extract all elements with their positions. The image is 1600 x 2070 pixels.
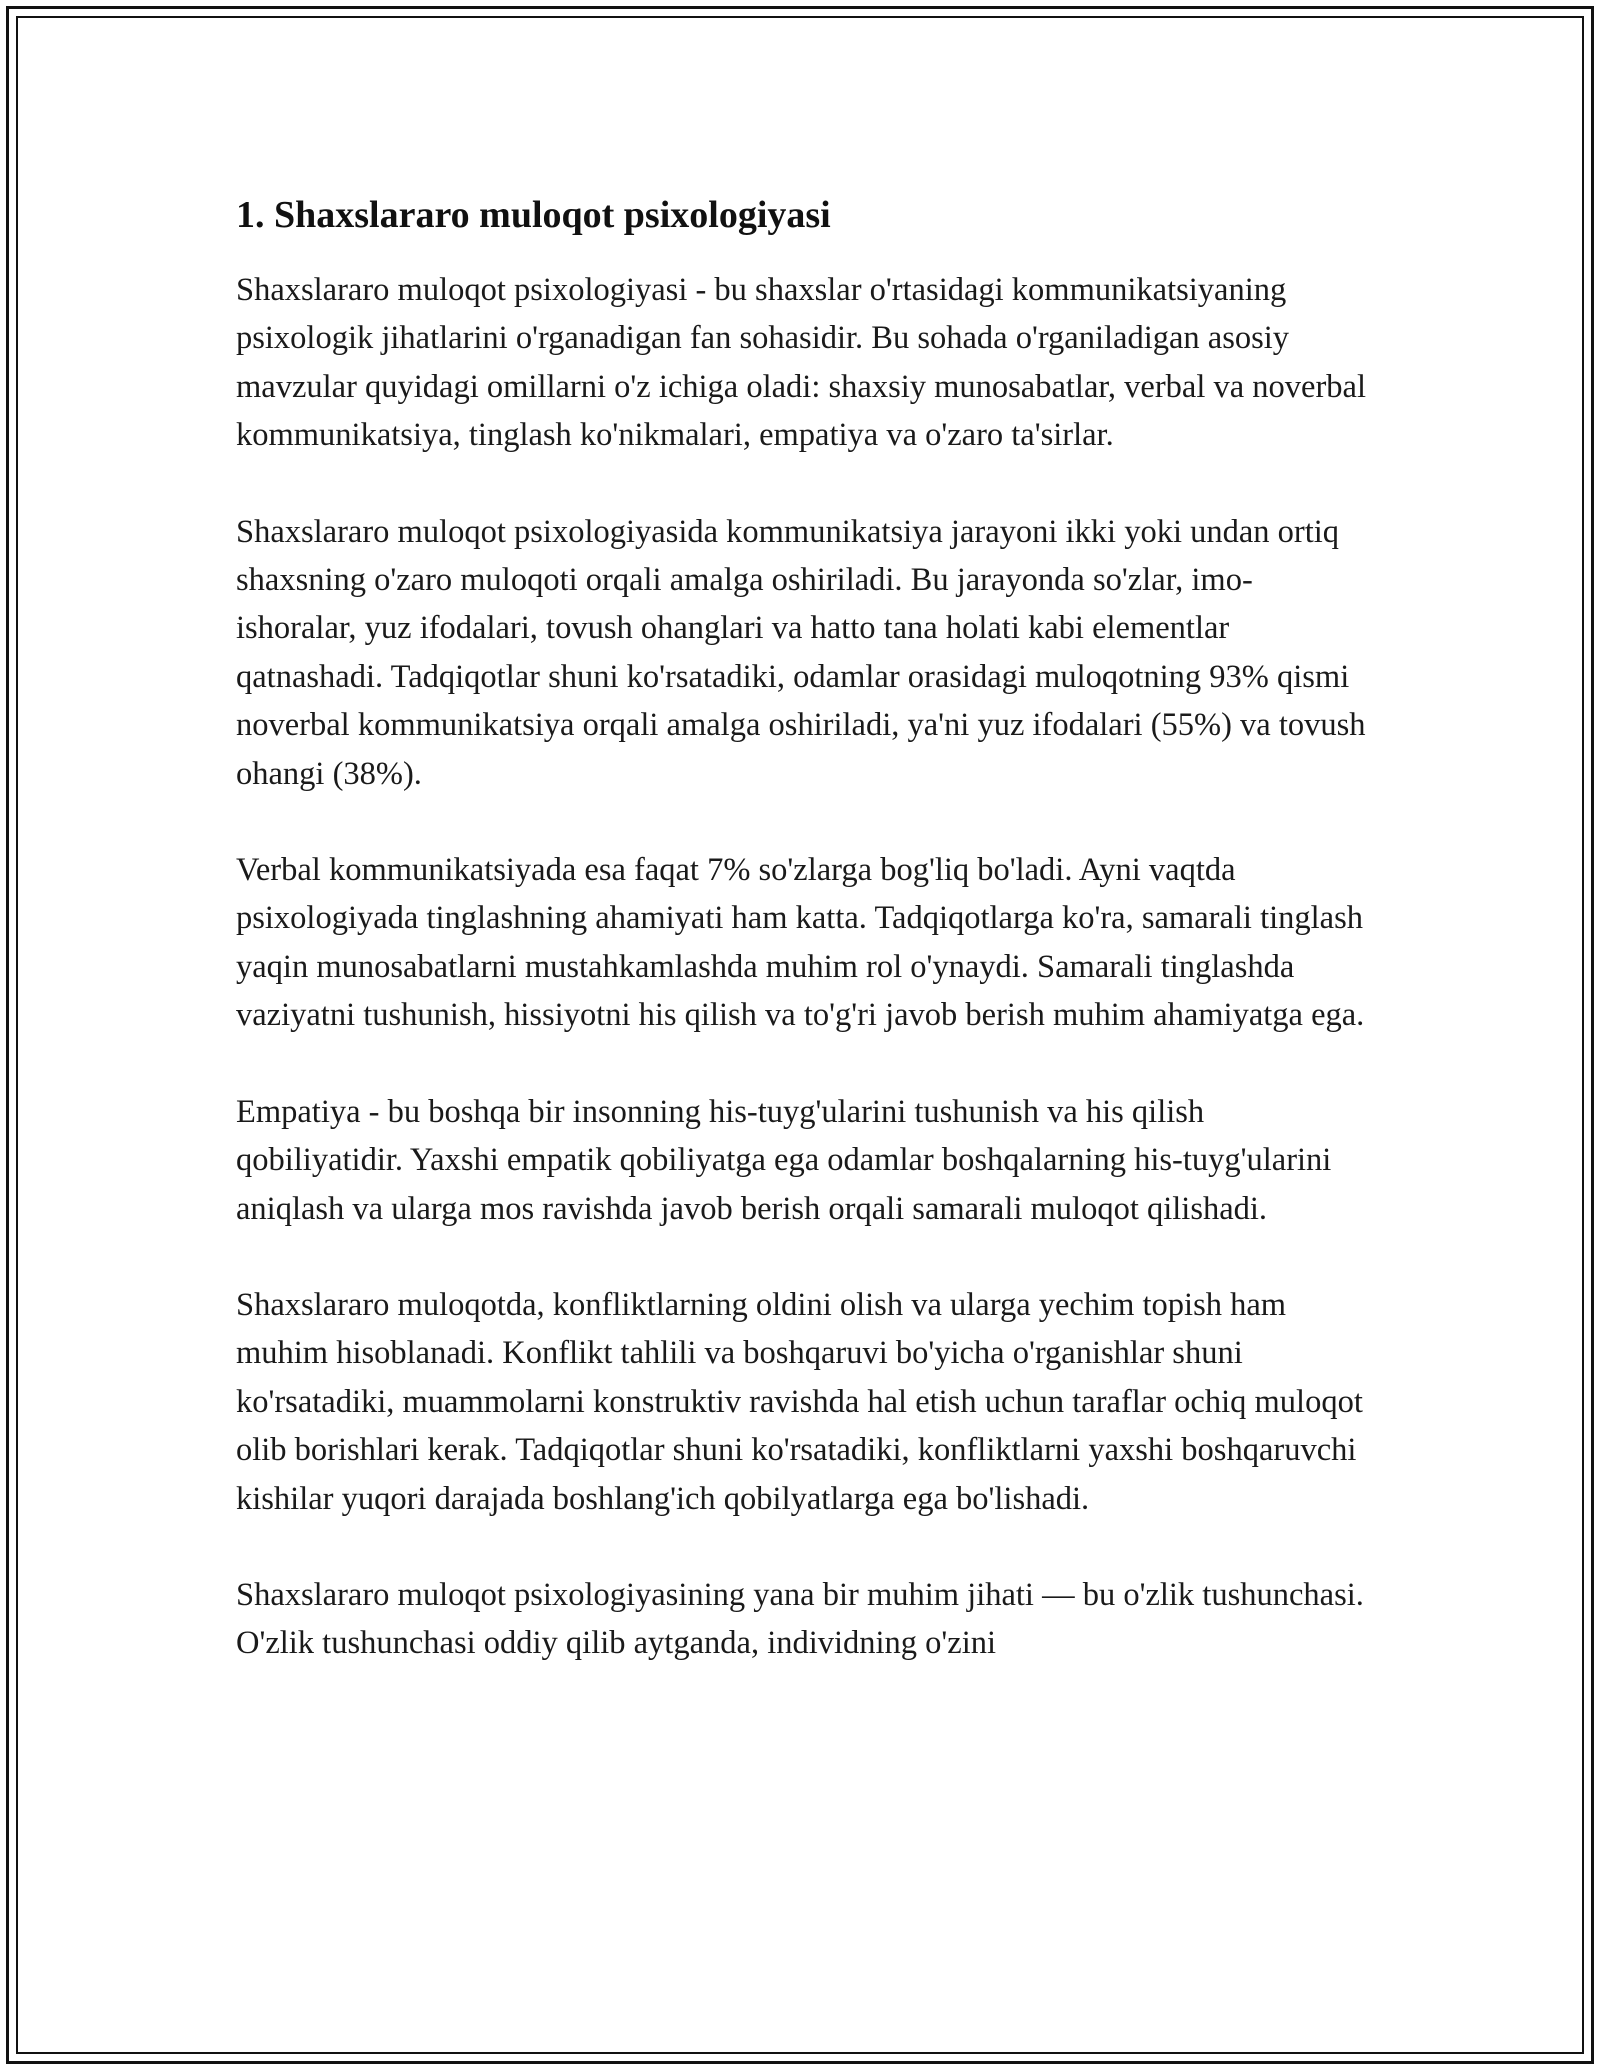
paragraph-empathy: Empatiya - bu boshqa bir insonning his-tuyg'ularini tushunish va his qilish qobiliyatidir. Yaxshi empatik qobiliyatga ega odamlar boshqalarning his-tuyg'ularini aniqlash va ularga mos ravishda javob berish orqali samarali muloqot qilishadi. <box>236 1093 1332 1227</box>
paragraph-verbal-listening: Verbal kommunikatsiyada esa faqat 7% so'zlarga bog'liq bo'ladi. Ayni vaqtda psixologiyada tinglashning ahamiyati ham katta. Tadqiqotlarga ko'ra, samarali tinglash yaqin munosabatlarni mustahkamlashda muhim rol o'ynaydi. Samarali tinglashda vaziyatni tushunish, hissiyotni his qilish va to'g'ri javob berish muhim ahamiyatga ega. <box>236 852 1365 1034</box>
document-title: 1. Shaxslararo muloqot psixologiyasi <box>236 194 831 236</box>
paragraph-communication-process: Shaxslararo muloqot psixologiyasida kommunikatsiya jarayoni ikki yoki undan ortiq shaxsning o'zaro muloqoti orqali amalga oshiriladi. Bu jarayonda so'zlar, imo-ishoralar, yuz ifodalari, tovush ohanglari va hatto tana holati kabi elementlar qatnashadi. Tadqiqotlar shuni ko'rsatadiki, odamlar orasidagi muloqotning 93% qismi noverbal kommunikatsiya orqali amalga oshiriladi, ya'ni yuz ifodalari (55%) va tovush ohangi (38%). <box>236 513 1366 792</box>
paragraph-conflict: Shaxslararo muloqotda, konfliktlarning oldini olish va ularga yechim topish ham muhim hisoblanadi. Konflikt tahlili va boshqaruvi bo'yicha o'rganishlar shuni ko'rsatadiki, muammolarni konstruktiv ravishda hal etish uchun taraflar ochiq muloqot olib borishlari kerak. Tadqiqotlar shuni ko'rsatadiki, konfliktlarni yaxshi boshqaruvchi kishilar yuqori darajada boshlang'ich qobilyatlarga ega bo'lishadi. <box>236 1286 1363 1517</box>
document-body <box>236 186 1366 1716</box>
paragraph-intro: Shaxslararo muloqot psixologiyasi - bu shaxslar o'rtasidagi kommunikatsiyaning psixologik jihatlarini o'rganadigan fan sohasidir. Bu sohada o'rganiladigan asosiy mavzular quyidagi omillarni o'z ichiga oladi: shaxsiy munosabatlar, verbal va noverbal kommunikatsiya, tinglash ko'nikmalari, empatiya va o'zaro ta'sirlar. <box>236 272 1366 454</box>
paragraph-self-concept: Shaxslararo muloqot psixologiyasining yana bir muhim jihati — bu o'zlik tushunchasi. O'zlik tushunchasi oddiy qilib aytganda, individning o'zini <box>236 1576 1364 1662</box>
